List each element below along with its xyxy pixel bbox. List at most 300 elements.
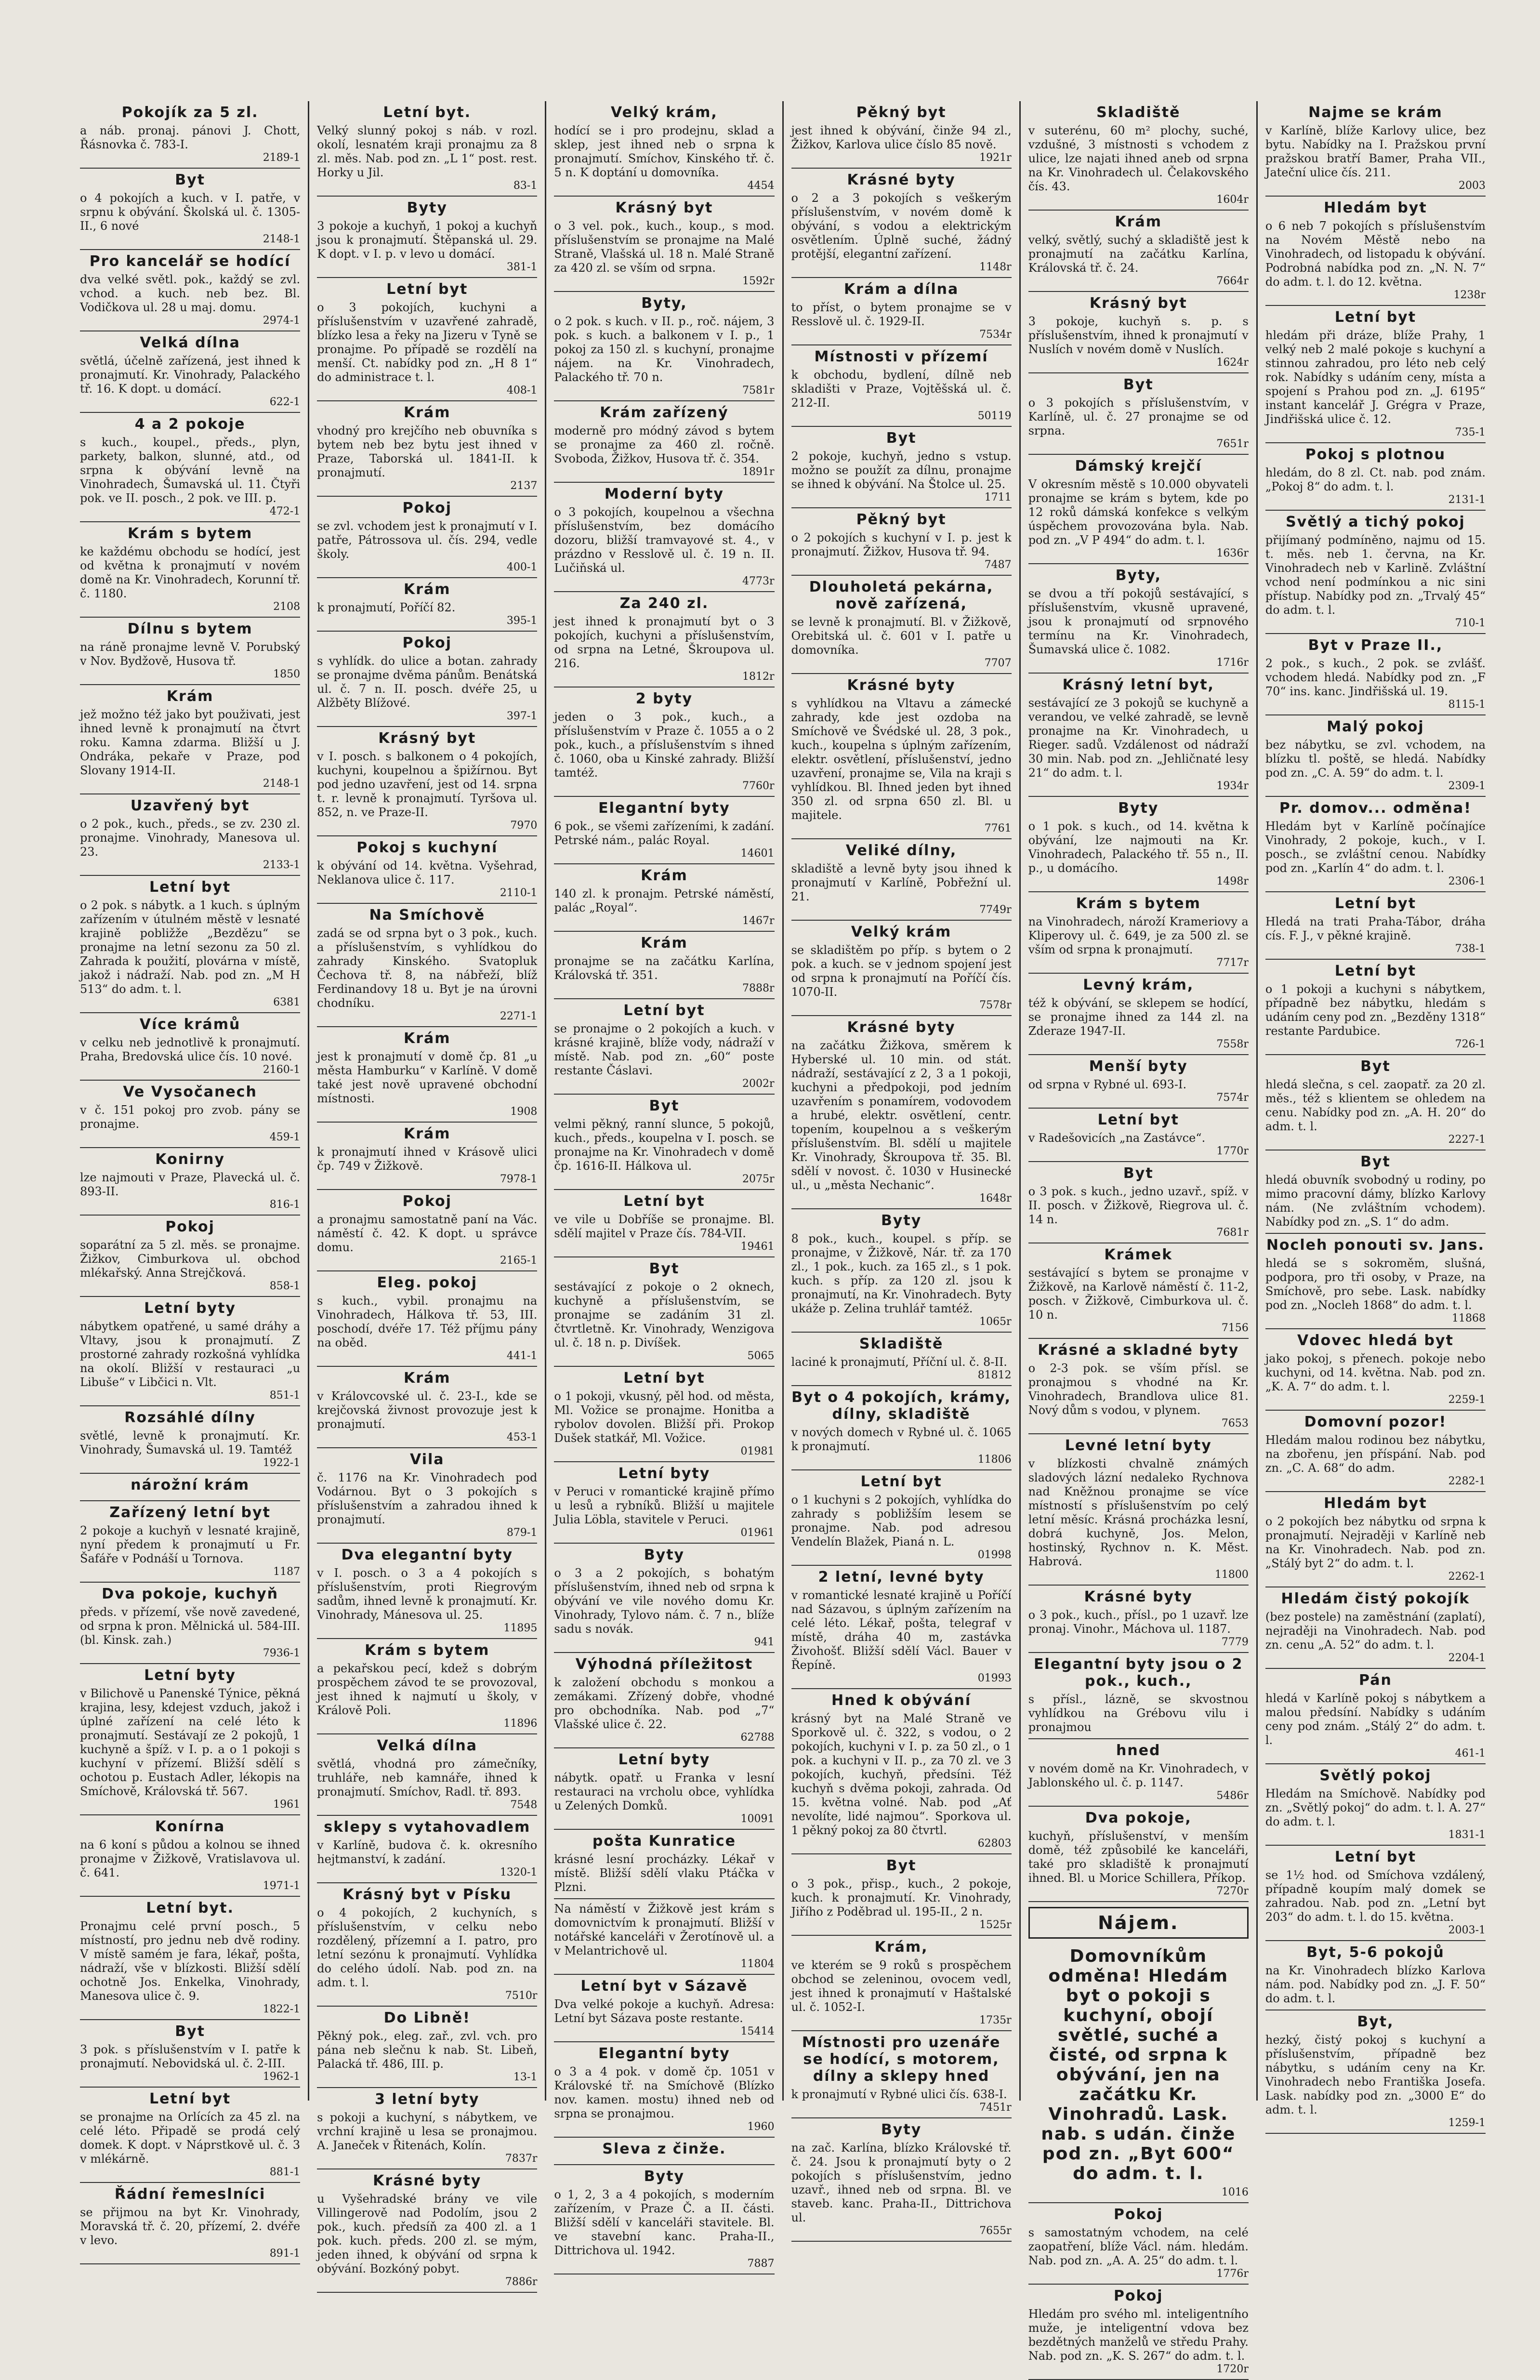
- ad-code: 5065: [747, 1350, 775, 1362]
- ad-text: v suterénu, 60 m² plochy, suché, vzdušné, 3 místnosti s vchodem z ulice, lze najati ihned aneb od srpna na Kr. Vinohradech ul. Čelakovského čís. 43.: [1028, 124, 1249, 193]
- ad-title: Letní byt: [1097, 1111, 1179, 1128]
- ad-title: Uzavřený byt: [130, 797, 250, 814]
- classified-ad: [791, 1333, 1012, 1386]
- ad-text: a pronajmu samostatně paní na Vác. náměstí č. 42. K dopt. u správce domu.: [317, 1213, 538, 1254]
- column-3: [545, 101, 782, 2270]
- ad-text: na Vinohradech, nároží Krameriovy a Kliperovy ul. č. 649, je za 500 zl. se vším od srpna k pronajmutí.: [1028, 915, 1249, 956]
- classified-ad: [554, 2138, 774, 2165]
- ad-title: Pokoj s plotnou: [1305, 446, 1446, 463]
- ad-code: 7534r: [979, 329, 1012, 341]
- ad-text: o 1 pok. s kuch., od 14. května k obývání, lze najmouti na Kr. Vinohradech, Palackého tř. 55 n., II. p., u domácího.: [1028, 820, 1249, 875]
- classified-ad: [317, 1448, 537, 1544]
- classified-ad: [791, 2031, 1012, 2118]
- ad-text: o 2 pokojích bez nábytku od srpna k pronajmutí. Nejraději v Karlíně neb na Kr. Vinohradech. Nab. pod zn. „Stálý byt 2“ do adm. t. l.: [1265, 1515, 1486, 1570]
- ad-text: hezký, čistý pokoj s kuchyní a příslušenstvím, případně bez nábytku, s udáním ceny na Kr. Vinohradech nebo Františka Josefa. Lask. nabídky pod zn. „3000 E“ do adm. t. l.: [1265, 2033, 1486, 2116]
- ad-title: Byty,: [1115, 567, 1161, 584]
- ad-text: hledá v Karlíně pokoj s nábytkem a malou předsíní. Nabídky s udáním ceny pod znám. „Stálý 2“ do adm. t. l.: [1265, 1692, 1486, 1747]
- ad-text: světlá, vhodná pro zámečníky, truhláře, neb kamnáře, ihned k pronajmutí. Smíchov, Radl. tř. 893.: [317, 1757, 538, 1798]
- ad-text: V okresním městě s 10.000 obyvateli pronajme se krám s bytem, kde po 12 roků dámská konfekce s velkým úspěchem provozována byla. Nab. pod zn. „V P 494“ do adm. t. l.: [1028, 477, 1249, 547]
- ad-code: 7887: [747, 2258, 775, 2270]
- ad-title: Pokoj: [402, 635, 452, 651]
- ad-code: 2110-1: [500, 887, 538, 899]
- ad-text: o 3 pok. s kuch., jedno uzavř., spíž. v II. posch. v Žižkově, Riegrova ul. č. 14 n.: [1028, 1185, 1249, 1226]
- ad-title: Byt: [175, 2023, 205, 2040]
- ad-code: 1592r: [742, 275, 775, 287]
- ad-title: Byt: [649, 1097, 680, 1114]
- ad-code: 7653: [1221, 1417, 1249, 1429]
- section-banner: Nájem.: [1028, 1907, 1249, 1939]
- column-5: [1019, 101, 1256, 2375]
- ad-text: v Karlíně, blíže Karlovy ulice, bez bytu. Nabídky na I. Pražskou první pražskou bratří Bamer, Praha VII., Jateční ulice čís. 211.: [1265, 124, 1486, 179]
- ad-title: Krám: [403, 581, 451, 598]
- ad-title: Letní byt: [623, 1370, 705, 1387]
- classified-ad: [80, 1216, 300, 1297]
- ad-text: se levně k pronajmutí. Bl. v Žižkově, Orebitská ul. č. 601 v I. patře u domovníka.: [791, 615, 1012, 657]
- ad-code: 2262-1: [1448, 1571, 1486, 1583]
- ad-code: 01998: [977, 1549, 1012, 1561]
- ad-title: sklepy s vytahovadlem: [324, 1819, 531, 1836]
- classified-ad: [791, 839, 1012, 921]
- ad-title: Letní byt.: [146, 1900, 234, 1917]
- ad-code: 1770r: [1216, 1145, 1249, 1157]
- ad-title: Letní byt v Sázavě: [580, 1978, 748, 1995]
- ad-title: Na Smíchově: [369, 907, 486, 924]
- ad-text: jest ihned k pronajmutí byt o 3 pokojích, kuchyni a příslušenstvím, od srpna na Letné, Škroupova ul. 216.: [554, 615, 775, 670]
- ad-code: 7978-1: [500, 1173, 538, 1185]
- ad-title: pošta Kunratice: [592, 1833, 737, 1850]
- ad-code: 1934r: [1216, 780, 1249, 792]
- classified-ad: [791, 1566, 1012, 1689]
- ad-title: Letní byt: [386, 281, 468, 298]
- classified-ad: [1265, 960, 1486, 1055]
- classified-ad: [1265, 1150, 1486, 1234]
- ad-title: Letní byt: [1334, 1849, 1417, 1865]
- ad-title: Zařízený letní byt: [109, 1504, 271, 1521]
- ad-text: o 2 a 3 pokojích s veškerým příslušenstvím, v novém domě k obývání, s vodou a elektrickým osvětlením. Úplně suché, žádný protější, elegantní zařízení.: [791, 191, 1012, 261]
- ad-title: Dílnu s bytem: [127, 621, 253, 637]
- ad-title: Dva elegantní byty: [341, 1547, 513, 1563]
- ad-title: Řádní řemeslníci: [114, 2186, 266, 2203]
- ad-code: 83-1: [513, 180, 538, 192]
- classified-ad: [791, 508, 1012, 576]
- classified-ad: [791, 1689, 1012, 1854]
- classified-ad: [1028, 974, 1249, 1055]
- ad-text: Dva velké pokoje a kuchyň. Adresa: Letní byt Sázava poste restante.: [554, 1997, 775, 2025]
- classified-ad: [1265, 892, 1486, 960]
- classified-ad: [791, 345, 1012, 427]
- ad-title: Byt v Praze II.,: [1308, 637, 1443, 654]
- ad-text: se skladištěm po příp. s bytem o 2 pok. a kuch. se v jednom spojení jest od srpna k pronajmutí na Poříčí čís. 1070-II.: [791, 943, 1012, 999]
- ad-code: 1850: [273, 668, 301, 680]
- ad-code: 2204-1: [1448, 1652, 1486, 1664]
- classified-ad: [80, 685, 300, 794]
- ad-code: 891-1: [269, 2248, 301, 2260]
- ad-text: o 3 a 2 pokojích, s bohatým příslušenstvím, ihned neb od srpna k obývání ve vile nového domu Kr. Vinohrady, Tylovo nám. č. 7 n., blíže sadu s novák.: [554, 1566, 775, 1636]
- classified-ad: [317, 2169, 537, 2293]
- ad-text: nábytkem opatřené, u samé dráhy a Vltavy, jsou k pronajmutí. Z prostorné zahrady rozkošná vyhlídka na okolí. Bližší v restauraci „u Libuše“ v Libčici n. Vlt.: [80, 1320, 301, 1389]
- ad-title: Moderní byty: [604, 486, 724, 502]
- classified-ad: [80, 1501, 300, 1583]
- ad-title: Pán: [1359, 1672, 1392, 1689]
- ad-text: v nových domech v Rybné ul. č. 1065 k pronajmutí.: [791, 1426, 1012, 1453]
- classified-ad: [80, 794, 300, 876]
- ad-title: Konírna: [155, 1818, 225, 1835]
- ad-text: 140 zl. k pronajm. Petrské náměstí, palác „Royal“.: [554, 887, 775, 914]
- ad-code: 11896: [503, 1718, 538, 1730]
- classified-ad: [317, 1027, 537, 1123]
- ad-code: 1016: [1221, 2186, 1249, 2198]
- classified-ad: [554, 932, 774, 999]
- ad-text: 2 pok., s kuch., 2 pok. se zvlášť. vchodem hledá. Nabídky pod zn. „F 70“ ins. kanc. Jindřišská ul. 19.: [1265, 657, 1486, 698]
- ad-text: v Karlíně, budova č. k. okresního hejtmanství, k zadání.: [317, 1838, 538, 1866]
- ad-text: o 2 pokojích s kuchyní v I. p. jest k pronajmutí. Žižkov, Husova tř. 94.: [791, 531, 1012, 558]
- classified-ad: [791, 101, 1012, 169]
- ad-code: 14601: [740, 847, 775, 859]
- ad-code: 2003-1: [1448, 1924, 1486, 1936]
- classified-ad: [317, 1123, 537, 1190]
- classified-ad: [1265, 1329, 1486, 1411]
- ad-code: 2148-1: [263, 778, 301, 790]
- ad-code: 408-1: [506, 384, 538, 397]
- ad-title: Místnosti v přízemí: [814, 348, 988, 365]
- classified-ad: [1265, 1411, 1486, 1492]
- ad-code: 1148r: [979, 261, 1012, 273]
- column-6: [1256, 101, 1493, 2129]
- ad-title: Krám: [403, 1125, 451, 1142]
- ad-text: 6 pok., se všemi zařízeními, k zadání. Petrské nám., palác Royal.: [554, 820, 775, 847]
- ad-code: 735-1: [1455, 426, 1486, 438]
- ad-code: 1636r: [1216, 547, 1249, 559]
- ad-code: 459-1: [269, 1131, 301, 1143]
- ad-code: 1776r: [1216, 2268, 1249, 2280]
- classified-ad: [1028, 1109, 1249, 1162]
- classified-ad: [554, 1367, 774, 1462]
- ad-code: 01961: [740, 1527, 775, 1539]
- ad-text: ve kterém se 9 roků s prospěchem obchod se zeleninou, ovocem vedl, jest ihned k pronajmutí v Haštalské ul. č. 1052-I.: [791, 1958, 1012, 2014]
- ad-code: 1525r: [979, 1919, 1012, 1931]
- ad-title: Byt: [1123, 1165, 1154, 1182]
- ad-text: hledá se s sokroměm, slušná, podpora, pro tři osoby, v Praze, na Smíchově, pro sebe. Lask. nabídky pod zn. „Nocleh 1868“ do adm. t. l.: [1265, 1256, 1486, 1312]
- ad-code: 472-1: [269, 505, 301, 517]
- classified-ad: [554, 1190, 774, 1257]
- ad-title: Krámek: [1104, 1246, 1173, 1263]
- ad-text: o 6 neb 7 pokojích s příslušenstvím na Novém Městě nebo na Vinohradech, od listopadu k obývání. Podrobná nabídka pod zn. „N. N. 7“ do adm. t. l. do 12. května.: [1265, 219, 1486, 289]
- ad-text: velmi pěkný, ranní slunce, 5 pokojů, kuch., předs., koupelna v I. posch. se pronajme na Kr. Vinohradech v domě čp. 1616-II. Hálkova ul.: [554, 1117, 775, 1173]
- ad-text: bez nábytku, se zvl. vchodem, na blízku tl. poště, se hledá. Nabídky pod zn. „C. A. 59“ do adm. t. l.: [1265, 738, 1486, 780]
- ad-code: 7655r: [979, 2225, 1012, 2237]
- ad-code: 7681r: [1216, 1227, 1249, 1239]
- classified-ad: [1265, 1587, 1486, 1669]
- ad-title: Letní byty: [144, 1667, 236, 1684]
- classified-ad: [1028, 564, 1249, 674]
- ad-code: 1822-1: [263, 2003, 301, 2015]
- ad-code: 400-1: [506, 561, 538, 573]
- ad-title: Byty: [881, 1212, 922, 1229]
- ad-text: o 2 pok. s kuch. v II. p., roč. nájem, 3 pok. s kuch. a balkonem v I. p., 1 pokoj za 150 zl. s kuchyní, pronajme nájem. na Kr. Vinohradech, Palackého tř. 70 n.: [554, 315, 775, 384]
- classified-ad: [1265, 2010, 1486, 2134]
- ad-title: Letní byty: [144, 1300, 236, 1317]
- classified-ad: [80, 876, 300, 1013]
- ad-title: Světlý a tichý pokoj: [1286, 514, 1465, 530]
- classified-ad: [317, 1883, 537, 2007]
- ad-title: Byty: [1118, 800, 1159, 817]
- ad-title: Ve Vysočanech: [123, 1084, 257, 1100]
- ad-code: 7760r: [742, 780, 775, 792]
- ad-title: Letní byt: [623, 1193, 705, 1210]
- ad-text: s vyhlídkou na Vltavu a zámecké zahrady, kde jest ozdoba na Smíchově ve Švédské ul. 28, 3 pok., kuch., koupelna s úplným zařízením, elektr. osvětlení, příslušenství, jedno uzavření, pronajme se, Vila na kraji s vyhlídkou. Bl. Ihned jeden byt ihned 350 zl. od srpna 650 zl. Bl. u majitele.: [791, 697, 1012, 822]
- ad-code: 4454: [747, 180, 775, 192]
- classified-ad: [317, 197, 537, 278]
- classified-ad: [317, 497, 537, 578]
- ad-text: Pronajmu celé první posch., 5 místností, pro jednu neb dvě rodiny. V místě samém je fara, lékař, pošta, nádraží, vše v blízkosti. Bližší sdělí ochotně Jos. Enkelka, Vinohrady, Manesova ulice č. 9.: [80, 1919, 301, 2003]
- ad-code: 879-1: [506, 1527, 538, 1539]
- ad-title: Byt: [1123, 376, 1154, 393]
- ad-title: Byty: [644, 2168, 685, 2185]
- ad-title: Byt: [1360, 1153, 1391, 1170]
- ad-code: 1922-1: [263, 1457, 301, 1469]
- ad-title: Krásné a skladné byty: [1038, 1342, 1239, 1359]
- classified-ad: [80, 169, 300, 250]
- ad-title: Sleva z činže.: [602, 2141, 726, 2157]
- ad-text: o 1, 2, 3 a 4 pokojích, s moderním zařízením, v Praze Č. a II. části. Bližší sdělí v kanceláři stavitele. Bl. ve stavební kanc. Praha-II., Dittrichova ul. 1942.: [554, 2188, 775, 2257]
- ad-title: Letní byt: [623, 1002, 705, 1019]
- classified-ad: [554, 1544, 774, 1653]
- classified-ad: [317, 1639, 537, 1734]
- ad-text: k založení obchodu s monkou a zemákami. Zřízený dobře, vhodné pro obchodníka. Nab. pod „7“ Vlašské ulice č. 22.: [554, 1676, 775, 1731]
- ad-title: Krám s bytem: [127, 525, 253, 542]
- classified-ad: [1265, 1234, 1486, 1329]
- ad-title: Velký krám: [851, 924, 952, 940]
- classified-ad: [1028, 797, 1249, 892]
- ad-code: 2259-1: [1448, 1394, 1486, 1406]
- ad-text: to příst, o bytem pronajme se v Resslově ul. č. 1929-II.: [791, 301, 1012, 328]
- classified-ad: [1265, 1055, 1486, 1150]
- ad-text: o 4 pokojích a kuch. v I. patře, v srpnu k obývání. Školská ul. č. 1305-II., 6 nové: [80, 191, 301, 233]
- ad-text: s kuch., koupel., předs., plyn, parkety, balkon, slunné, atd., od srpna k obývání levně na Vinohradech, Šumavská ul. 11. Čtyři pok. ve II. posch., 2 pok. ve III. p.: [80, 436, 301, 505]
- ad-title: Krám: [641, 935, 688, 952]
- ad-title: Nocleh ponouti sv. Jans.: [1266, 1237, 1485, 1254]
- classified-ad: [1028, 2203, 1249, 2285]
- classified-ad: [80, 2183, 300, 2264]
- ad-title: Byty: [644, 1547, 685, 1563]
- classified-ad: [1028, 455, 1249, 564]
- ad-code: 5486r: [1216, 1790, 1249, 1802]
- ad-text: zadá se od srpna byt o 3 pok., kuch. a příslušenstvím, s vyhlídkou do zahrady Kinského. Svatopluk Čechova tř. 8, na nábřeží, blíž Ferdinandovy 18 u. Byt je na úrovni chodníku.: [317, 926, 538, 1010]
- ad-text: sestávající z pokoje o 2 oknech, kuchyně a příslušenstvím, se pronajme se zadáním 31 zl. čtvrtletně. Kr. Vinohrady, Wenzigova ul. č. 18 n. p. Divíšek.: [554, 1280, 775, 1349]
- ad-title: Letní byt: [149, 879, 231, 896]
- ad-text: v novém domě na Kr. Vinohradech, v Jablonského ul. č. p. 1147.: [1028, 1762, 1249, 1789]
- ad-code: 1467r: [742, 915, 775, 927]
- classified-ad: [317, 578, 537, 632]
- ad-code: 2133-1: [263, 859, 301, 871]
- ad-code: 2131-1: [1448, 494, 1486, 506]
- ad-title: Byt: [886, 430, 917, 447]
- ad-title: Výhodná příležitost: [575, 1656, 753, 1673]
- ad-text: s samostatným vchodem, na celé zaopatření, blíže Václ. nám. hledám. Nab. pod zn. „A. A. 25“ do adm. t. l.: [1028, 2226, 1249, 2267]
- newspaper-page: [72, 101, 1493, 2375]
- ad-title: Krásný byt: [1089, 295, 1187, 312]
- ad-text: na ráně pronajme levně V. Porubský v Nov. Bydžově, Husova tř.: [80, 640, 301, 668]
- classified-ad: [554, 999, 774, 1095]
- ad-code: 1238r: [1453, 289, 1486, 301]
- ad-code: 7558r: [1216, 1038, 1249, 1050]
- ad-text: Hledá na trati Praha-Tábor, dráha cís. F. J., v pěkné krajině.: [1265, 915, 1486, 942]
- ad-title: Letní byty: [618, 1465, 711, 1482]
- classified-ad: [554, 688, 774, 797]
- ad-code: 397-1: [506, 710, 538, 722]
- classified-ad: [317, 1367, 537, 1448]
- ad-text: kuchyň, příslušenství, v menším domě, též způsobilé ke kanceláři, také pro skladiště k pronajmutí ihned. Bl. u Morice Schillera, Příkop.: [1028, 1829, 1249, 1885]
- ad-text: se dvou a tří pokojů sestávající, s příslušenstvím, vkusně upravené, jsou k pronajmutí od srpnového termínu na Kr. Vinohradech, Šumavská ulice č. 1082.: [1028, 587, 1249, 656]
- ad-text: o 1 pokoji, vkusný, pěl hod. od města, Ml. Vožice se pronajme. Honitba a rybolov dovolen. Bližší při. Prokop Dušek statkář, Ml. Vožice.: [554, 1389, 775, 1445]
- classified-ad: [80, 618, 300, 685]
- ad-text: Hledám byt v Karlíně počínajíce Vinohrady, 2 pokoje, kuch., v I. posch., se zvláštní cenou. Nabídky pod zn. „Karlín 4“ do adm. t. l.: [1265, 820, 1486, 875]
- classified-ad: [80, 522, 300, 618]
- classified-ad: [1265, 443, 1486, 511]
- ad-text: sestávající s bytem se pronajme v Žižkově, na Karlově náměstí č. 11-2, posch. v Žižkově, Cimburkova ul. č. 10 n.: [1028, 1266, 1249, 1322]
- ad-text: o 3 pok., přisp., kuch., 2 pokoje, kuch. k pronajmutí. Kr. Vinohrady, Jiřího z Poděbrad ul. 195-II., 2 n.: [791, 1877, 1012, 1918]
- ad-title: Pokoj: [402, 500, 452, 516]
- classified-ad: [317, 278, 537, 401]
- ad-text: přijímaný podmíněno, najmu od 15. t. měs. neb 1. června, na Kr. Vinohradech neb v Karlině. Zvláštní vchod není podmínkou a nic sini přístup. Nabídky pod zn. „Trvalý 45“ do adm. t. l.: [1265, 533, 1486, 617]
- classified-ad: [1028, 1944, 1249, 2203]
- ad-title: Hledám čistý pokojík: [1281, 1590, 1470, 1607]
- ad-code: 50119: [977, 410, 1012, 422]
- ad-text: Hledám malou rodinou bez nábytku, na zbořenu, jen příspání. Nab. pod zn. „C. A. 68“ do adm.: [1265, 1433, 1486, 1475]
- ad-title: Rozsáhlé dílny: [124, 1409, 256, 1426]
- ad-text: hledám, do 8 zl. Ct. nab. pod znám. „Pokoj 8“ do adm. t. l.: [1265, 466, 1486, 493]
- classified-ad: [554, 797, 774, 864]
- classified-ad: [1028, 1339, 1249, 1434]
- ad-title: nárožní krám: [131, 1477, 250, 1494]
- ad-title: Domovní pozor!: [1304, 1414, 1447, 1430]
- ad-text: v č. 151 pokoj pro zvob. pány se pronajme.: [80, 1103, 301, 1131]
- ad-title: Vdovec hledá byt: [1297, 1332, 1454, 1349]
- ad-text: s kuch., vybil. pronajmu na Vinohradech, Hálkova tř. 53, III. poschodí, dvéře 17. Též příjmu pány na oběd.: [317, 1294, 538, 1349]
- classified-ad: [80, 413, 300, 522]
- classified-ad: [1265, 306, 1486, 443]
- ad-text: na Kr. Vinohradech blízko Karlova nám. pod. Nabídky pod zn. „J. F. 50“ do adm. t. l.: [1265, 1964, 1486, 2005]
- ad-code: 19461: [740, 1241, 775, 1253]
- ad-text: k pronajmutí v Rybné ulici čís. 638-I.: [791, 2088, 1007, 2101]
- ad-title: Letní byt: [860, 1473, 942, 1490]
- ad-text: krásný byt na Malé Straně ve Sporkově ul. č. 322, s vodou, o 2 pokojích, kuchyni v I. p. za 50 zl., o 1 pok. a kuchyni v II. p., za 70 zl. ve 3 pokojích, kuchyň, předsíni. Též kuchyň s dvěma pokoji, zahrada. Od 15. května volné. Nab. pod „Ať nevolíte, lidé najmou“. Sporkova ul. 1 pěkný pokoj za 80 čtvrtl.: [791, 1712, 1012, 1837]
- ad-title: Menší byty: [1089, 1058, 1188, 1075]
- classified-ad: [791, 427, 1012, 508]
- ad-text: se pronajme na Orlících za 45 zl. na celé léto. Připadě se prodá celý domek. K dopt. v Náprstkově ul. č. 3 v mlékárně.: [80, 2110, 301, 2166]
- ad-code: 2189-1: [263, 152, 301, 164]
- ad-title: Pěkný byt: [856, 511, 947, 528]
- ad-text: se pronajme o 2 pokojích a kuch. v krásné krajině, blíže vody, nádraží v místě. Nab. pod zn. „60“ poste restante Čáslavi.: [554, 1022, 775, 1077]
- ad-text: moderně pro módný závod s bytem se pronajme za 460 zl. ročně. Svoboda, Žižkov, Husova tř. č. 354.: [554, 424, 775, 465]
- ad-text: o 2-3 pok. se vším přísl. se pronajmou s vhodné na Kr. Vinohradech, Brandlova ulice 81. Nový dům s vodou, v plynem.: [1028, 1362, 1249, 1417]
- ad-title: Letní byt: [1334, 895, 1417, 912]
- ad-code: 1624r: [1216, 357, 1249, 369]
- ad-code: 81812: [977, 1369, 1012, 1381]
- classified-ad: [317, 2007, 537, 2088]
- ad-title: Místnosti pro uzenáře se hodící, s motorem, dílny a sklepy hned: [802, 2034, 1001, 2085]
- classified-ad: [80, 2020, 300, 2088]
- ad-title: Dva pokoje, kuchyň: [102, 1586, 278, 1602]
- ad-title: Pr. domov... odměna!: [1279, 800, 1472, 817]
- ad-title: Byt: [175, 172, 205, 188]
- ad-code: 2002r: [742, 1078, 775, 1090]
- classified-ad: [80, 1148, 300, 1216]
- ad-text: s přísl., lázně, se skvostnou vyhlídkou na Grébovu vilu i pronajmou: [1028, 1692, 1249, 1734]
- ad-text: v blízkosti chvalně známých sladových lázní nedaleko Rychnova nad Kněžnou pronajme se více místností s příslušenstvím po celý letní měsíc. Krásná procházka lesní, dobrá kuchyně, Jos. Melon, hostinský, Rychnov n. K. Měst. Habrová.: [1028, 1457, 1249, 1568]
- classified-ad: [1028, 211, 1249, 292]
- ad-code: 01981: [740, 1445, 775, 1457]
- ad-text: 3 pokoje, kuchyň s. p. s příslušenstvím, ihned k pronajmutí v Nuslích v novém domě v Nuslích.: [1028, 315, 1249, 356]
- ad-title: Elegantní byty: [598, 2045, 730, 2062]
- ad-title: Krásné byty: [847, 677, 956, 694]
- ad-text: se přijmou na byt Kr. Vinohrady, Moravská tř. č. 20, přízemí, 2. dvéře v levo.: [80, 2206, 301, 2247]
- ad-code: 01993: [977, 1672, 1012, 1684]
- ad-title: Byt: [1360, 1058, 1391, 1075]
- ad-title: 3 letní byty: [375, 2091, 480, 2108]
- classified-ad: [317, 1544, 537, 1639]
- ad-title: 2 byty: [635, 690, 693, 707]
- ad-title: Najme se krám: [1308, 104, 1443, 121]
- ad-title: Konirny: [155, 1151, 225, 1168]
- classified-ad: [1028, 1055, 1249, 1109]
- classified-ad: [554, 1462, 774, 1544]
- ad-title: Dva pokoje,: [1085, 1810, 1192, 1826]
- classified-ad: [554, 1975, 774, 2042]
- ad-text: skladiště a levně byty jsou ihned k pronajmutí v Karlíně, Pobřežní ul. 21.: [791, 862, 1012, 903]
- ad-text: lze najmouti v Praze, Plavecká ul. č. 893-II.: [80, 1171, 301, 1198]
- ad-title: Letní byt.: [383, 104, 472, 121]
- ad-code: 1648r: [979, 1192, 1012, 1204]
- ad-text: ve vile u Dobříše se pronajme. Bl. sdělí majitel v Praze čís. 784-VII.: [554, 1213, 775, 1240]
- ad-title: Skladiště: [859, 1335, 944, 1352]
- ad-text: 3 pokoje a kuchyň, 1 pokoj a kuchyň jsou k pronajmutí. Štěpanská ul. 29. K dopt. v I. p. v levo u domácí.: [317, 219, 538, 261]
- classified-ad: [791, 1470, 1012, 1566]
- ad-title: Krásný byt: [615, 199, 713, 216]
- ad-title: Byty: [881, 2121, 922, 2138]
- ad-code: 7837r: [505, 2153, 538, 2165]
- ad-code: 10091: [740, 1813, 775, 1825]
- ad-code: 2003: [1459, 180, 1486, 192]
- ad-code: 7510r: [505, 1990, 538, 2002]
- ad-text: o 2 pok., kuch., předs., se zv. 230 zl. pronajme. Vinohrady, Manesova ul. 23.: [80, 817, 301, 859]
- ad-text: světlá, účelně zařízená, jest ihned k pronajmutí. Kr. Vinohrady, Palackého tř. 16. K dopt. u domácí.: [80, 354, 301, 396]
- ad-text: a náb. pronaj. pánovi J. Chott, Řásnovka č. 783-I.: [80, 124, 301, 151]
- classified-ad: [1028, 1162, 1249, 1243]
- classified-ad: [1028, 674, 1249, 797]
- classified-ad: [1265, 1492, 1486, 1587]
- classified-ad: [1028, 892, 1249, 974]
- ad-title: Velký krám,: [611, 104, 718, 121]
- ad-code: 7578r: [979, 999, 1012, 1011]
- classified-ad: [1265, 797, 1486, 892]
- ad-code: 738-1: [1455, 943, 1486, 955]
- ad-text: o 3 pok., kuch., přísl., po 1 uzavř. lze pronaj. Vinohr., Máchova ul. 1187.: [1028, 1608, 1249, 1636]
- ad-title: Levné letní byty: [1065, 1437, 1212, 1454]
- ad-title: Pro kancelář se hodící: [89, 253, 291, 270]
- ad-code: 453-1: [506, 1431, 538, 1443]
- ad-title: Krásné byty: [847, 172, 956, 188]
- ad-text: k pronajmutí, Poříčí 82.: [317, 601, 456, 614]
- classified-ad: [317, 1190, 537, 1271]
- ad-text: (bez postele) na zaměstnání (zaplatí), nejraději na Vinohradech. Nab. pod zn. cenu „A. 52“ do adm. t. l.: [1265, 1610, 1486, 1652]
- column-1: [72, 101, 308, 2260]
- ad-title: Za 240 zl.: [619, 595, 709, 612]
- ad-text: jako pokoj, s přenech. pokoje nebo kuchyni, od 14. května. Nab. pod zn. „K. A. 7“ do adm. t. l.: [1265, 1352, 1486, 1393]
- classified-ad: [1265, 1669, 1486, 1764]
- classified-ad: [80, 1013, 300, 1081]
- ad-code: 1498r: [1216, 875, 1249, 887]
